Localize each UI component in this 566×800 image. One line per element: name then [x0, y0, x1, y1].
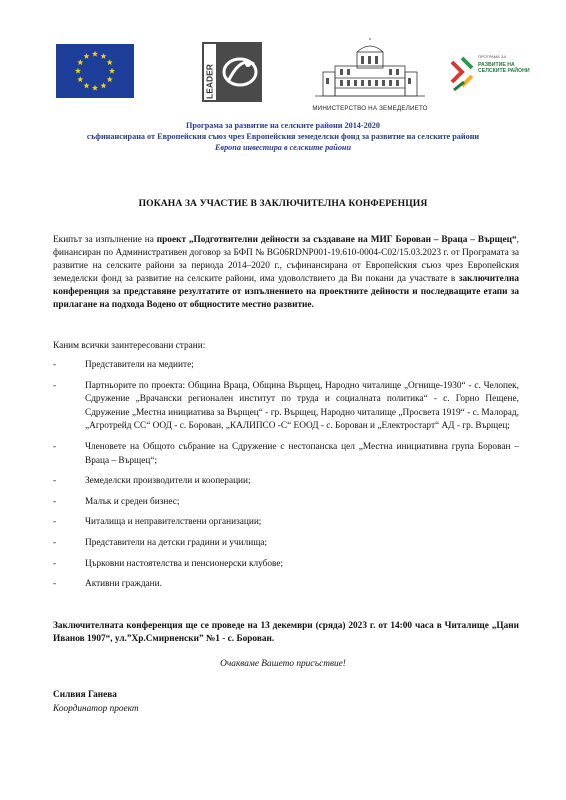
- document-title: ПОКАНА ЗА УЧАСТИЕ В ЗАКЛЮЧИТЕЛНА КОНФЕРЕНЦИЯ: [138, 198, 428, 209]
- list-item: - Активни граждани.: [53, 578, 519, 592]
- intro-conference: заключителна конференция за представяне резултатите от изпълнението на проектните дейности и последващите етапи за прилагане на подхода Водено от общностите местно развитие.: [53, 274, 519, 310]
- ministry-building-icon: [295, 38, 445, 100]
- signature-name: Силвия Ганева: [53, 690, 117, 700]
- list-dash: -: [53, 496, 57, 507]
- prsr-line1: РАЗВИТИЕ НА: [478, 62, 515, 68]
- eu-star: [100, 83, 106, 89]
- programme-line3: Европа инвестира в селските райони: [214, 143, 352, 152]
- ministry-label: МИНИСТЕРСТВО НА ЗЕМЕДЕЛИЕТО: [312, 105, 428, 112]
- logos-row: [50, 38, 530, 112]
- list-dash: -: [53, 537, 57, 548]
- programme-line2: съфинансирана от Европейския съюз чрез Европейския земеделски фонд за развитие на селските райони: [86, 132, 480, 141]
- intro-part1: Екипът за изпълнение на: [53, 235, 157, 245]
- ministry-logo: [295, 38, 445, 112]
- expect-line: Очакваме Вашето присъствие!: [220, 659, 346, 669]
- prsr-text: [478, 62, 530, 74]
- invitee-list: [53, 359, 519, 599]
- list-dash: -: [53, 360, 57, 370]
- intro-project-name: проект „Подготвителни дейности за създаване на МИГ Борован – Враца – Върщец“: [156, 235, 517, 245]
- eu-star: [92, 51, 98, 57]
- list-dash: -: [53, 441, 57, 452]
- intro-part3: , финансиран по Административен договор за БФП № BG06RDNP001-19.610-0004-C02/15.03.2023 г. от Програмата за развитие на селските райони за периода 2014–2020 г., съфинансирана от Европейския съюз чрез Европейския земеделски фонд за развитие на селските райони, има удоволствието да Ви покани да участвате в: [53, 235, 519, 284]
- list-item: - Членовете на Общото събрание на Сдружение с нестопанска цел „Местна инициативна група Борован – Враца – Върщец“;: [53, 441, 519, 466]
- list-item: - Малък и среден бизнес;: [53, 496, 519, 510]
- prsr-line2: СЕЛСКИТЕ РАЙОНИ: [478, 68, 530, 74]
- leader-logo: [202, 42, 262, 102]
- eu-star: [77, 59, 83, 65]
- eu-star: [92, 85, 98, 91]
- prsr-small-text: ПРОГРАМА ЗА: [478, 54, 506, 59]
- closing-paragraph: Заключителната конференция ще се проведе на 13 декември (сряда) 2023 г. от 14:00 часа в Читалище „Цани Иванов 1907“, ул.”Хр.Смирненски” №1 - с. Борован.: [53, 621, 519, 644]
- list-item: - Партньорите по проекта: Община Враца, Община Върщец, Народно читалище „Огнище-1930“ - с. Челопек, Сдружение „Врачански регионален институт по труда и социалната политика“ - с. Горно Пещене, Сдружение „Местна инициатива за Върщец“ - гр. Върщец, Народно читалище „Просвета 1919“ - с. Малорад, „Агротрейд СС“ ООД - с. Борован, „КАЛИПСО -С“ ЕООД - с. Борован и „Електростарт“ АД - гр. Върщец;: [53, 380, 519, 432]
- list-item: - Представители на детски градини и училища;: [53, 537, 519, 551]
- eu-flag-logo: [56, 44, 134, 98]
- programme-header: [0, 120, 566, 153]
- eu-star: [107, 59, 113, 65]
- programme-line1: Програма за развитие на селските райони 2014-2020: [186, 121, 380, 130]
- eu-star: [77, 76, 83, 82]
- eu-star: [75, 68, 81, 74]
- eu-star: [100, 53, 106, 59]
- eu-stars-icon: [56, 44, 134, 98]
- list-dash: -: [53, 517, 57, 528]
- list-item: - Земеделски производители и кооперации;: [53, 475, 519, 489]
- eu-star: [83, 53, 89, 59]
- list-dash: -: [53, 558, 57, 569]
- intro-paragraph: [53, 234, 519, 312]
- leader-emblem-icon: [202, 42, 262, 102]
- list-item: - Читалища и неправителствени организации;: [53, 516, 519, 530]
- list-item: - Представители на медиите;: [53, 359, 519, 373]
- list-dash: -: [53, 579, 57, 590]
- eu-star: [83, 83, 89, 89]
- eu-star: [107, 76, 113, 82]
- prsr-arrows-icon: [450, 54, 476, 94]
- leader-word: LEADER: [204, 64, 215, 99]
- eu-star: [109, 68, 115, 74]
- list-dash: -: [53, 380, 57, 391]
- invite-label: Каним всички заинтересовани страни:: [53, 341, 206, 351]
- list-dash: -: [53, 476, 57, 487]
- prsr-logo: [450, 50, 530, 100]
- list-item: - Църковни настоятелства и пенсионерски клубове;: [53, 558, 519, 572]
- signature-role: Координатор проект: [53, 704, 139, 714]
